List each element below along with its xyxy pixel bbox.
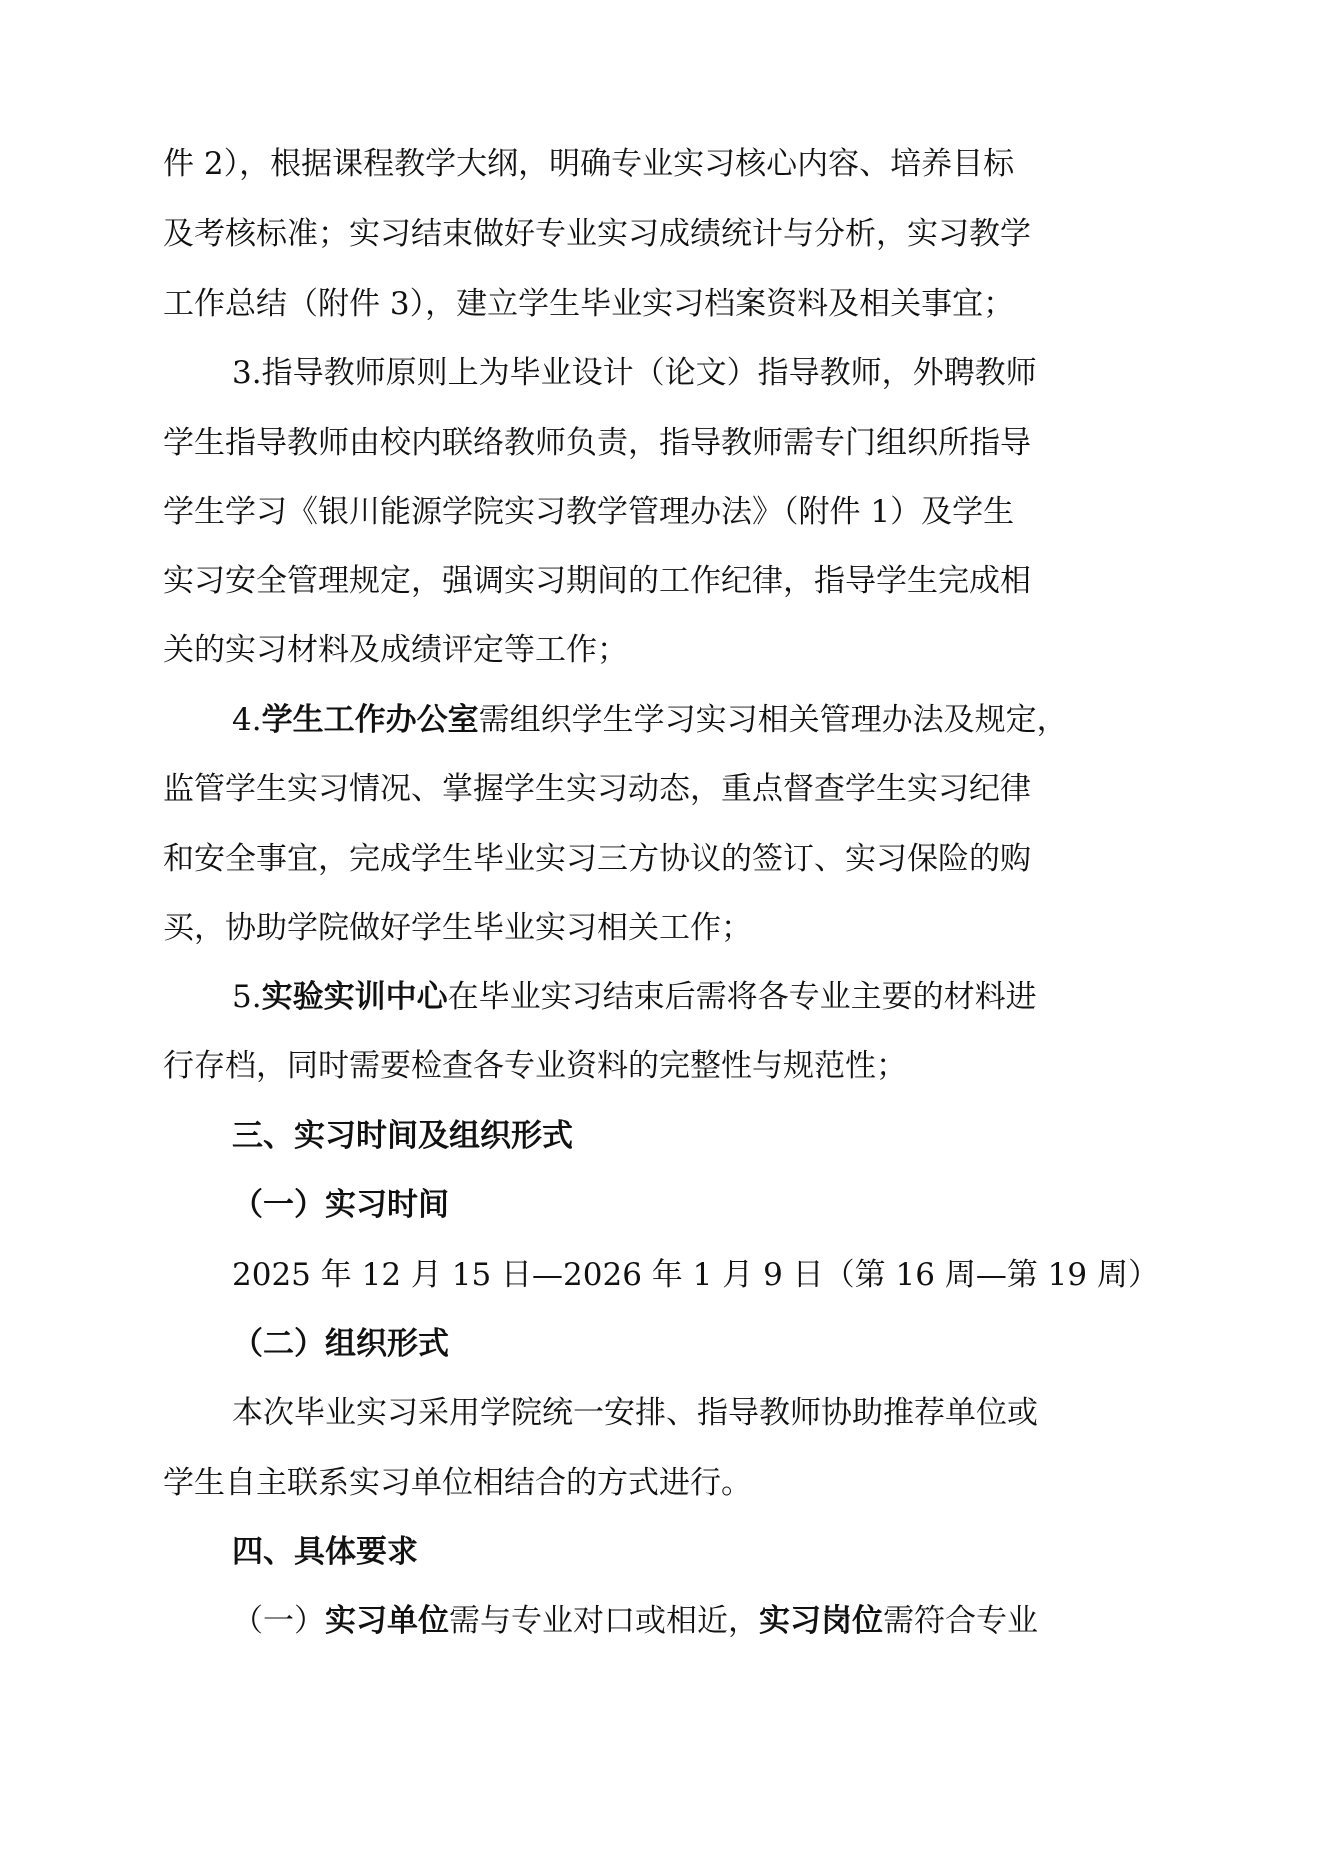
text-line [232,1393,1303,1433]
text-line [163,423,1303,463]
text-segment: 5. [232,979,262,1015]
text-line [232,353,1303,393]
text-segment: 监管学生实习情况、掌握学生实习动态，重点督查学生实习纪律 [163,771,1031,807]
text-line [163,144,1303,184]
text-line [232,1324,1303,1364]
text-line [232,1532,1303,1572]
text-line [163,630,1303,670]
text-line [163,1046,1303,1086]
text-segment: 工作总结（附件 3），建立学生毕业实习档案资料及相关事宜； [163,286,1015,322]
bold-text: 三、实习时间及组织形式 [232,1118,573,1154]
text-line [232,1601,1303,1641]
text-line [163,561,1303,601]
text-line [163,492,1303,532]
bold-text: 学生工作办公室 [261,702,479,738]
text-line [163,769,1303,809]
bold-text: 实验实训中心 [261,979,448,1015]
text-segment: 需符合专业 [883,1603,1038,1639]
text-segment: 在毕业实习结束后需将各专业主要的材料进 [447,979,1037,1015]
text-segment: 学生指导教师由校内联络教师负责，指导教师需专门组织所指导 [163,425,1031,461]
text-segment: 及考核标准；实习结束做好专业实习成绩统计与分析，实习教学 [163,216,1031,252]
text-segment: 需组织学生学习实习相关管理办法及规定， [478,702,1068,738]
bold-text: （一）实习时间 [232,1187,449,1223]
bold-text: 四、具体要求 [232,1534,418,1570]
text-line [232,1116,1303,1156]
text-line [232,1255,1303,1295]
text-line [163,284,1303,324]
text-segment: 和安全事宜，完成学生毕业实习三方协议的签订、实习保险的购 [163,841,1031,877]
text-segment: 需与专业对口或相近， [449,1603,759,1639]
text-line [163,214,1303,254]
text-segment: 件 2），根据课程教学大纲，明确专业实习核心内容、培养目标 [163,146,1015,182]
text-segment: 学生自主联系实习单位相结合的方式进行。 [163,1465,752,1501]
text-line [163,1463,1303,1503]
text-line [163,839,1303,879]
bold-text: （二）组织形式 [232,1326,449,1362]
bold-text: 实习岗位 [759,1603,883,1639]
text-segment: 行存档，同时需要检查各专业资料的完整性与规范性； [163,1048,907,1084]
text-segment: 实习安全管理规定，强调实习期间的工作纪律，指导学生完成相 [163,563,1031,599]
text-segment: 关的实习材料及成绩评定等工作； [163,632,628,668]
text-line [163,908,1303,948]
text-segment: 4. [232,702,262,738]
text-segment: 3.指导教师原则上为毕业设计（论文）指导教师，外聘教师 [232,355,1037,391]
text-segment: 本次毕业实习采用学院统一安排、指导教师协助推荐单位或 [232,1395,1038,1431]
text-segment: 买，协助学院做好学生毕业实习相关工作； [163,910,752,946]
text-segment: 2025 年 12 月 15 日—2026 年 1 月 9 日（第 16 周—第 19 周） [232,1257,1159,1293]
text-segment: 学生学习《银川能源学院实习教学管理办法》（附件 1）及学生 [163,494,1015,530]
bold-text: 实习单位 [325,1603,449,1639]
text-line [232,1185,1303,1225]
text-line [232,977,1303,1017]
text-line [232,700,1303,740]
text-segment: （一） [232,1603,325,1639]
